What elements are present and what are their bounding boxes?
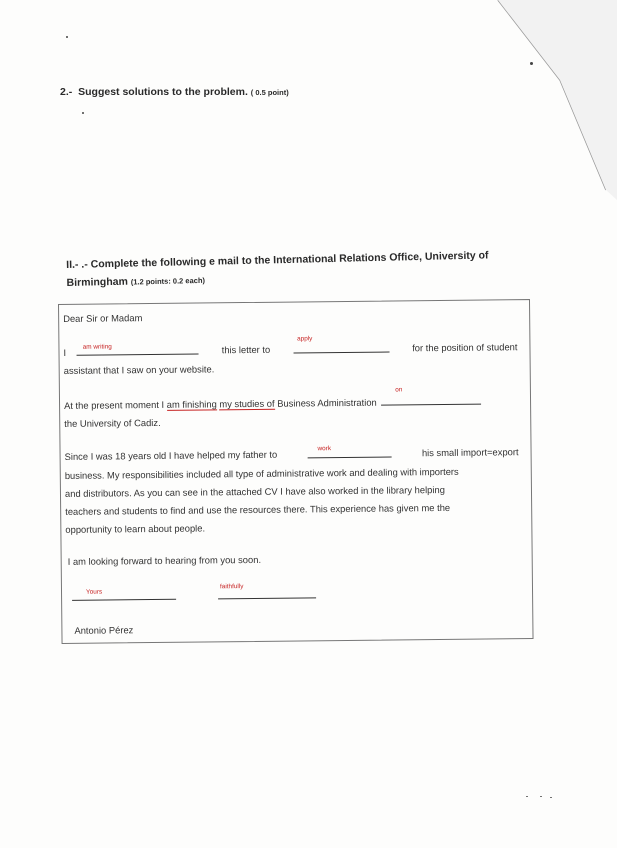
paragraph-1-line-2: assistant that I saw on your website. (63, 363, 215, 376)
signature: Antonio Pérez (74, 624, 134, 636)
paragraph-3-line: and distributors. As you can see in the attached CV I have also worked in the library helping (64, 483, 445, 499)
underlined-answer: am finishing (166, 398, 217, 410)
text-fragment: Business Administration (277, 396, 377, 409)
text-fragment: his small import=export (421, 446, 519, 459)
answer-4: work (317, 445, 332, 453)
answer-2: apply (297, 335, 313, 343)
scan-speck (82, 112, 84, 114)
answer-3: on (395, 386, 403, 394)
paragraph-2-line-2: the University of Cadiz. (64, 416, 161, 429)
question-points: ( 0.5 point) (250, 88, 289, 97)
pronoun-i: I (63, 346, 67, 358)
answer-1: am writing (82, 343, 112, 351)
answer-5: Yours (85, 588, 103, 596)
paragraph-3-line: opportunity to learn about people. (65, 522, 206, 535)
section-points: (1.2 points: 0.2 each) (130, 275, 206, 287)
answer-6: faithfully (219, 583, 244, 591)
scan-speck (540, 796, 542, 797)
underlined-answer: my studies of (219, 397, 275, 410)
question-text: Suggest solutions to the problem. (78, 86, 248, 98)
section-heading-line: II.- .- Complete the following e mail to the International Relations Office, University of (66, 249, 489, 271)
blank-6[interactable] (218, 583, 316, 599)
paragraph-1-line-1 (63, 335, 518, 358)
text-fragment: At the present moment I (64, 398, 165, 411)
paragraph-3-line: business. My responsibilities included all type of administrative work and dealing with importers (64, 465, 459, 481)
paragraph-2-line-1 (64, 386, 481, 411)
paragraph-3-line: teachers and students to find and use the resources there. This experience has given me the (65, 501, 451, 517)
scan-speck (66, 36, 68, 38)
salutation: Dear Sir or Madam (63, 312, 143, 324)
scan-speck (530, 62, 533, 65)
blank-4[interactable] (308, 445, 392, 459)
email-letter-box (58, 299, 534, 644)
question-number: 2.- (60, 86, 73, 98)
question-2 (60, 86, 289, 98)
text-fragment: for the position of student (412, 341, 518, 354)
text-fragment: Since I was 18 years old I have helped my father to (64, 448, 278, 462)
closing-line: I am looking forward to hearing from you soon. (67, 553, 262, 567)
paragraph-3-line-1 (65, 446, 519, 462)
blank-5[interactable] (72, 588, 176, 601)
text-fragment: this letter to (221, 343, 271, 356)
scan-speck (550, 797, 552, 798)
section-heading-line: Birmingham (66, 275, 128, 289)
scan-speck (526, 796, 528, 797)
blank-2[interactable] (293, 335, 389, 354)
blank-3[interactable] (381, 386, 481, 406)
blank-1[interactable] (77, 345, 199, 356)
